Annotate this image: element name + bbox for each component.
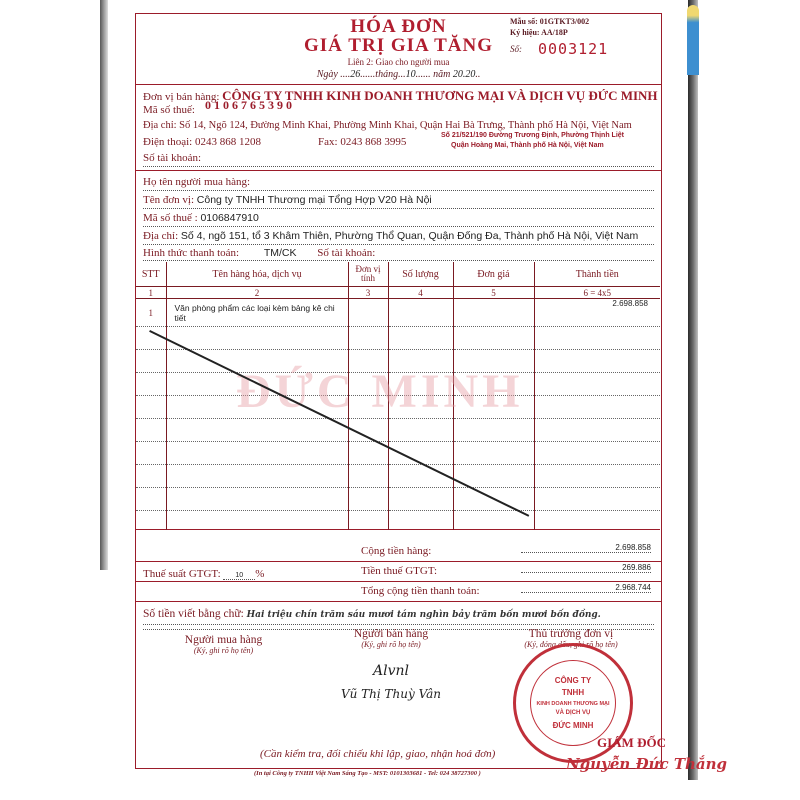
subtotal-label: Cộng tiền hàng: (361, 545, 432, 557)
index-cell: 6 = 4x5 (534, 287, 660, 299)
seal-line: CÔNG TY (554, 676, 592, 685)
divider (136, 170, 661, 171)
vat-rate-value: 10 (223, 572, 255, 580)
col-header-unit: Đơn vị tính (348, 262, 388, 287)
row-stt: 1 (136, 299, 166, 327)
total-value: 2.968.744 (521, 583, 651, 593)
amount-in-words: Hai triệu chín trăm sáu mươi tám nghìn bảy trăm bốn mươi bốn đồng. (246, 610, 601, 620)
row-item-name: Văn phòng phẩm các loại kèm bảng kê chi tiết (166, 299, 348, 327)
table-row-empty (136, 488, 660, 511)
date-month: 10 (405, 69, 416, 80)
invoice-header (136, 14, 661, 85)
seller-name-label: Đơn vị bán hàng: (143, 91, 220, 103)
seller-phone-label: Điện thoại: (143, 136, 193, 148)
seller-tax-label: Mã số thuế: (143, 104, 195, 116)
subtotal-value: 2.698.858 (521, 543, 651, 553)
col-header-stt: STT (136, 262, 166, 287)
seal-line: KINH DOANH THƯƠNG MẠI (536, 701, 610, 707)
seller-fax-label: Fax: (318, 136, 338, 148)
date-month-label: ......tháng... (360, 69, 406, 80)
index-cell: 4 (388, 287, 453, 299)
total-label: Tổng cộng tiền thanh toán: (361, 585, 480, 597)
vat-label: Tiền thuế GTGT: (361, 565, 438, 577)
buyer-tax-row (143, 212, 654, 227)
index-cell: 5 (453, 287, 534, 299)
buyer-sign-note: (Ký, ghi rõ họ tên) (193, 646, 254, 655)
buyer-sign-title: Người mua hàng (184, 634, 263, 646)
buyer-address: Số 4, ngõ 151, tổ 3 Khâm Thiên, Phường Thổ Quan, Quận Đống Đa, Thành phố Hà Nội, Việt Nam (180, 230, 639, 242)
seller-name: CÔNG TY TNHH KINH DOANH THƯƠNG MẠI VÀ DỊCH VỤ ĐỨC MINH (222, 88, 658, 103)
vat-value: 269.886 (521, 563, 651, 573)
buyer-payment-method: TM/CK (263, 247, 297, 259)
seller-branch-line2: Quận Hoàng Mai, Thành phố Hà Nội, Việt Nam (451, 142, 604, 149)
buyer-company-label: Tên đơn vị: (143, 194, 195, 206)
head-sign-note: (Ký, đóng dấu, ghi rõ họ tên) (524, 640, 618, 649)
date-day: 26 (350, 69, 361, 80)
amount-in-words-row (143, 608, 654, 625)
seller-fax (318, 136, 406, 148)
buyer-tax-code: 0106847910 (200, 212, 259, 224)
row-unit (348, 299, 388, 327)
vat-row (136, 562, 661, 582)
seller-account-label: Số tài khoản: (143, 152, 202, 164)
col-header-amount: Thành tiền (534, 262, 660, 287)
vat-rate (143, 568, 264, 580)
binder-clip-right (688, 0, 698, 780)
table-index-row (136, 287, 660, 299)
index-cell: 1 (136, 287, 166, 299)
copy-note: Liên 2: Giao cho người mua (347, 57, 450, 67)
seller-signature-block (311, 628, 471, 701)
col-header-qty: Số lượng (388, 262, 453, 287)
subtotal-row (136, 542, 661, 562)
date-suffix: .. (475, 69, 481, 80)
table-row-empty (136, 419, 660, 442)
row-amount: 2.698.858 (534, 299, 660, 327)
index-cell: 3 (348, 287, 388, 299)
invoice-title: HÓA ĐƠN (350, 16, 447, 37)
table-row-empty (136, 465, 660, 488)
invoice-symbol: Ký hiệu: AA/18P (510, 28, 568, 37)
form-number: Mẫu số: 01GTKT3/002 (510, 17, 590, 26)
col-header-price: Đơn giá (453, 262, 534, 287)
seller-signer-name: Vũ Thị Thuỳ Vân (340, 687, 442, 701)
buyer-signature-block (136, 634, 311, 655)
invoice-subtitle: GIÁ TRỊ GIA TĂNG (304, 35, 493, 56)
date-year-label: ...... năm (415, 69, 453, 80)
buyer-payment-label: Hình thức thanh toán: (143, 247, 240, 259)
seller-sign-note: (Ký, ghi rõ họ tên) (361, 640, 421, 649)
seal-line: ĐỨC MINH (552, 721, 594, 730)
seller-branch-line1: Số 21/521/190 Đường Trương Định, Phường Thịnh Liệt (441, 132, 624, 139)
amount-in-words-label: Số tiền viết bằng chữ: (143, 608, 244, 620)
buyer-payment-row (143, 247, 654, 261)
row-qty (388, 299, 453, 327)
table-row-empty (136, 511, 660, 530)
head-position: GIÁM ĐỐC (597, 735, 666, 750)
date-prefix: Ngày .... (316, 69, 351, 80)
row-price (453, 299, 534, 327)
invoice-number: 0003121 (538, 40, 609, 58)
seller-phone: 0243 868 1208 (194, 136, 261, 148)
seller-tax-row (143, 98, 654, 116)
binder-tip (687, 5, 699, 75)
buyer-address-row (143, 230, 654, 245)
buyer-address-label: Địa chỉ: (143, 230, 179, 242)
table-header-row (136, 262, 660, 287)
seller-address: Số 14, Ngõ 124, Đường Minh Khai, Phường Minh Khai, Quận Hai Bà Trưng, Thành phố Hà Nội, Việt Nam (179, 120, 632, 131)
index-cell: 2 (166, 287, 348, 299)
total-row (136, 582, 661, 602)
watermark: ĐỨC MINH (236, 365, 524, 418)
printer-note: (In tại Công ty TNHH Việt Nam Sáng Tạo - MST: 0101303681 - Tel: 024 38727300 ) (254, 770, 481, 777)
seal-line: VÀ DỊCH VỤ (555, 710, 591, 716)
head-signer-name: Nguyễn Đức Thắng (566, 755, 728, 773)
binder-clip-left (100, 0, 108, 570)
table-row (136, 299, 660, 327)
buyer-name-label: Họ tên người mua hàng: (143, 176, 251, 188)
table-row-empty (136, 327, 660, 350)
invoice-number-label: Số: (510, 44, 522, 54)
seller-sign-title: Người bán hàng (353, 628, 429, 640)
seller-signature: Alvnl (373, 663, 409, 679)
col-header-name: Tên hàng hóa, dịch vụ (166, 262, 348, 287)
buyer-account-label: Số tài khoản: (317, 247, 376, 259)
seller-tax-code: 0106765390 (205, 98, 295, 112)
invoice-date (136, 69, 661, 80)
seal-line: TNHH (561, 688, 585, 697)
seller-address-row (143, 120, 654, 131)
buyer-company: Công ty TNHH Thương mại Tổng Hợp V20 Hà Nội (196, 194, 432, 206)
seller-address-label: Địa chỉ: (143, 120, 177, 131)
vat-rate-unit: % (255, 568, 265, 580)
buyer-name-row (143, 176, 654, 191)
date-year: 20.20 (452, 69, 476, 80)
seller-fax-value: 0243 868 3995 (340, 136, 407, 148)
vat-rate-label: Thuế suất GTGT: (143, 568, 221, 580)
buyer-tax-label: Mã số thuế : (143, 212, 198, 224)
seller-account-row (143, 152, 654, 167)
head-sign-title: Thủ trưởng đơn vị (528, 628, 614, 640)
check-note: (Cần kiểm tra, đối chiếu khi lập, giao, nhận hoá đơn) (260, 748, 496, 760)
buyer-company-row (143, 194, 654, 209)
